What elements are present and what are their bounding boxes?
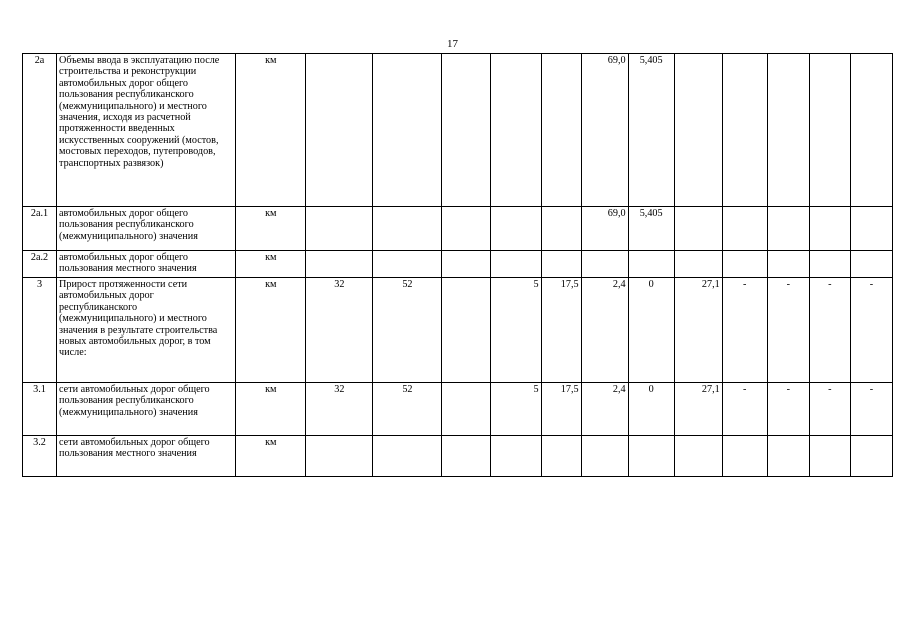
value-cell: -	[850, 278, 892, 383]
value-cell	[722, 251, 767, 278]
value-cell	[373, 436, 442, 477]
value-cell: 52	[373, 278, 442, 383]
value-cell	[306, 207, 373, 251]
value-cell	[442, 251, 490, 278]
value-cell	[722, 54, 767, 207]
value-cell: 32	[306, 383, 373, 436]
value-cell: 27,1	[674, 278, 722, 383]
value-cell	[674, 207, 722, 251]
value-cell	[628, 436, 674, 477]
value-cell: 17,5	[541, 383, 581, 436]
value-cell: -	[809, 278, 850, 383]
value-cell	[674, 251, 722, 278]
row-description: сети автомобильных дорог общего пользования республиканского (межмуниципального) значения	[57, 383, 236, 436]
value-cell	[767, 251, 809, 278]
table-row	[23, 278, 893, 383]
table-row	[23, 54, 893, 207]
value-cell	[490, 54, 541, 207]
table-row	[23, 207, 893, 251]
value-cell	[809, 207, 850, 251]
value-cell: 2,4	[581, 383, 628, 436]
value-cell	[442, 207, 490, 251]
value-cell	[490, 436, 541, 477]
value-cell	[373, 207, 442, 251]
value-cell: -	[809, 383, 850, 436]
value-cell	[442, 278, 490, 383]
value-cell: 5	[490, 278, 541, 383]
value-cell	[581, 436, 628, 477]
value-cell	[674, 54, 722, 207]
value-cell: -	[767, 383, 809, 436]
value-cell	[442, 436, 490, 477]
value-cell	[674, 436, 722, 477]
row-unit: км	[236, 436, 306, 477]
value-cell: 5,405	[628, 207, 674, 251]
row-number: 3.2	[23, 436, 57, 477]
value-cell: 2,4	[581, 278, 628, 383]
value-cell: -	[722, 383, 767, 436]
row-description: сети автомобильных дорог общего пользования местного значения	[57, 436, 236, 477]
value-cell	[373, 54, 442, 207]
data-table	[22, 53, 893, 477]
value-cell	[541, 251, 581, 278]
value-cell: 69,0	[581, 54, 628, 207]
row-unit: км	[236, 383, 306, 436]
value-cell	[722, 436, 767, 477]
value-cell	[809, 251, 850, 278]
page-number: 17	[447, 38, 458, 50]
row-number: 2а.1	[23, 207, 57, 251]
value-cell	[541, 207, 581, 251]
value-cell	[490, 251, 541, 278]
row-description: Объемы ввода в эксплуатацию после строительства и реконструкции автомобильных дорог общего пользования республиканского (межмуниципального) и местного значения, исходя из расчетной протяженности введенных искусственных сооружений (мостов, мостовых переходов, путепроводов, транспортных развязок)	[57, 54, 236, 207]
value-cell	[722, 207, 767, 251]
value-cell	[767, 54, 809, 207]
value-cell	[581, 251, 628, 278]
value-cell: 0	[628, 383, 674, 436]
value-cell: 5	[490, 383, 541, 436]
value-cell: 0	[628, 278, 674, 383]
value-cell	[306, 436, 373, 477]
value-cell	[306, 251, 373, 278]
value-cell: -	[722, 278, 767, 383]
value-cell: 17,5	[541, 278, 581, 383]
value-cell	[442, 383, 490, 436]
value-cell: -	[767, 278, 809, 383]
value-cell	[850, 251, 892, 278]
row-number: 3	[23, 278, 57, 383]
row-unit: км	[236, 54, 306, 207]
value-cell	[850, 207, 892, 251]
row-description: автомобильных дорог общего пользования местного значения	[57, 251, 236, 278]
value-cell: 32	[306, 278, 373, 383]
value-cell: 5,405	[628, 54, 674, 207]
value-cell	[809, 54, 850, 207]
row-description: автомобильных дорог общего пользования республиканского (межмуниципального) значения	[57, 207, 236, 251]
value-cell	[442, 54, 490, 207]
row-number: 3.1	[23, 383, 57, 436]
value-cell	[850, 436, 892, 477]
value-cell	[541, 436, 581, 477]
table-row	[23, 383, 893, 436]
value-cell: -	[850, 383, 892, 436]
row-unit: км	[236, 278, 306, 383]
value-cell	[541, 54, 581, 207]
row-number: 2а	[23, 54, 57, 207]
value-cell	[767, 436, 809, 477]
value-cell	[306, 54, 373, 207]
value-cell	[628, 251, 674, 278]
value-cell	[850, 54, 892, 207]
row-description: Прирост протяженности сети автомобильных дорог республиканского (межмуниципального) и местного значения в результате строительства новых автомобильных дорог, в том числе:	[57, 278, 236, 383]
value-cell	[490, 207, 541, 251]
value-cell	[809, 436, 850, 477]
table-row	[23, 251, 893, 278]
row-unit: км	[236, 207, 306, 251]
table-row	[23, 436, 893, 477]
value-cell: 52	[373, 383, 442, 436]
row-unit: км	[236, 251, 306, 278]
value-cell	[373, 251, 442, 278]
value-cell: 27,1	[674, 383, 722, 436]
value-cell: 69,0	[581, 207, 628, 251]
row-number: 2а.2	[23, 251, 57, 278]
value-cell	[767, 207, 809, 251]
